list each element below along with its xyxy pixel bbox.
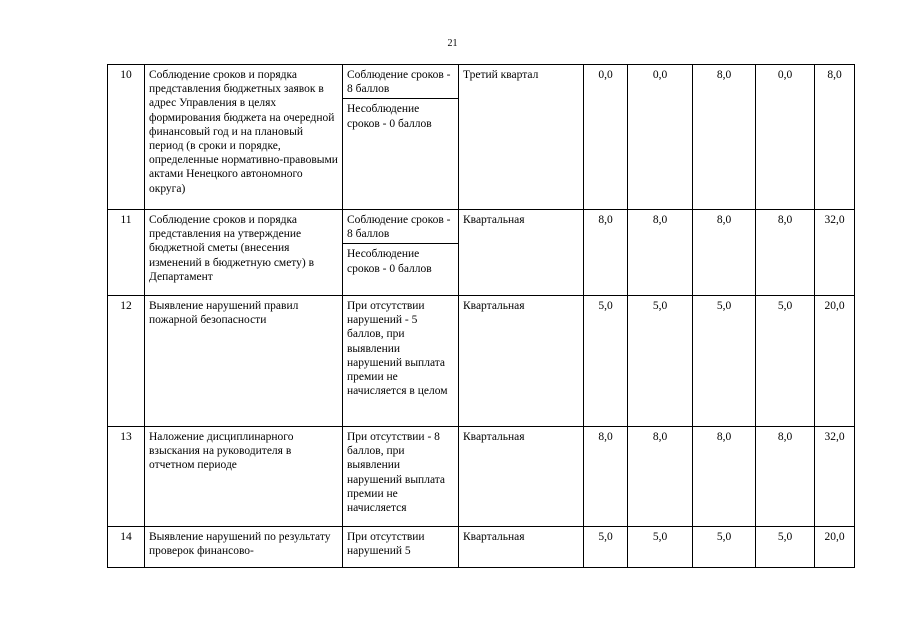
table-row bbox=[108, 296, 855, 427]
q2-value: 8,0 bbox=[628, 427, 693, 527]
q1-value: 5,0 bbox=[584, 527, 628, 568]
q1-value: 8,0 bbox=[584, 210, 628, 296]
score-cell bbox=[343, 65, 459, 210]
q2-value: 5,0 bbox=[628, 527, 693, 568]
q2-value: 8,0 bbox=[628, 210, 693, 296]
row-number: 10 bbox=[108, 65, 145, 210]
q3-value: 5,0 bbox=[693, 527, 756, 568]
period-text: Квартальная bbox=[459, 527, 584, 568]
criteria-table bbox=[107, 64, 855, 568]
total-value: 20,0 bbox=[815, 296, 855, 427]
table-row bbox=[108, 210, 855, 296]
total-value: 8,0 bbox=[815, 65, 855, 210]
row-number: 12 bbox=[108, 296, 145, 427]
q4-value: 5,0 bbox=[756, 296, 815, 427]
q4-value: 8,0 bbox=[756, 210, 815, 296]
q4-value: 0,0 bbox=[756, 65, 815, 210]
score-noncompliance: Несоблюдение сроков - 0 баллов bbox=[343, 243, 458, 277]
score-compliance: Соблюдение сроков - 8 баллов bbox=[347, 69, 451, 96]
row-number: 14 bbox=[108, 527, 145, 568]
total-value: 32,0 bbox=[815, 427, 855, 527]
q3-value: 5,0 bbox=[693, 296, 756, 427]
score-text: При отсутствии - 8 баллов, при выявлении нарушений выплата премии не начисляется bbox=[343, 427, 459, 527]
total-value: 20,0 bbox=[815, 527, 855, 568]
row-number: 13 bbox=[108, 427, 145, 527]
q3-value: 8,0 bbox=[693, 210, 756, 296]
table-row bbox=[108, 65, 855, 210]
criterion-text-content: Выявление нарушений по результату проверок финансово- bbox=[149, 531, 331, 558]
q4-value: 8,0 bbox=[756, 427, 815, 527]
score-text-content: При отсутствии нарушений 5 bbox=[347, 531, 425, 558]
q3-value: 8,0 bbox=[693, 65, 756, 210]
score-cell bbox=[343, 210, 459, 296]
period-text: Третий квартал bbox=[459, 65, 584, 210]
criterion-text: Наложение дисциплинарного взыскания на руководителя в отчетном периоде bbox=[145, 427, 343, 527]
q1-value: 0,0 bbox=[584, 65, 628, 210]
table-row bbox=[108, 527, 855, 568]
period-text: Квартальная bbox=[459, 296, 584, 427]
criterion-text: Выявление нарушений правил пожарной безопасности bbox=[145, 296, 343, 427]
q4-value: 5,0 bbox=[756, 527, 815, 568]
score-compliance: Соблюдение сроков - 8 баллов bbox=[347, 214, 451, 241]
criterion-text: Соблюдение сроков и порядка представления бюджетных заявок в адрес Управления в целях формирования бюджета на очередной финансовый год и на плановый период (в сроки и порядке, определенные нормативно-правовыми актами Ненецкого автономного округа) bbox=[145, 65, 343, 210]
period-text: Квартальная bbox=[459, 427, 584, 527]
q2-value: 5,0 bbox=[628, 296, 693, 427]
q1-value: 8,0 bbox=[584, 427, 628, 527]
period-text: Квартальная bbox=[459, 210, 584, 296]
q1-value: 5,0 bbox=[584, 296, 628, 427]
criterion-text bbox=[145, 527, 343, 568]
score-text bbox=[343, 527, 459, 568]
score-noncompliance: Несоблюдение сроков - 0 баллов bbox=[343, 98, 458, 132]
q3-value: 8,0 bbox=[693, 427, 756, 527]
page-number: 21 bbox=[447, 38, 458, 49]
total-value: 32,0 bbox=[815, 210, 855, 296]
criterion-text: Соблюдение сроков и порядка представления на утверждение бюджетной сметы (внесения изменений в бюджетную смету) в Департамент bbox=[145, 210, 343, 296]
row-number: 11 bbox=[108, 210, 145, 296]
score-text: При отсутствии нарушений - 5 баллов, при выявлении нарушений выплата премии не начисляется в целом bbox=[343, 296, 459, 427]
table-row bbox=[108, 427, 855, 527]
q2-value: 0,0 bbox=[628, 65, 693, 210]
